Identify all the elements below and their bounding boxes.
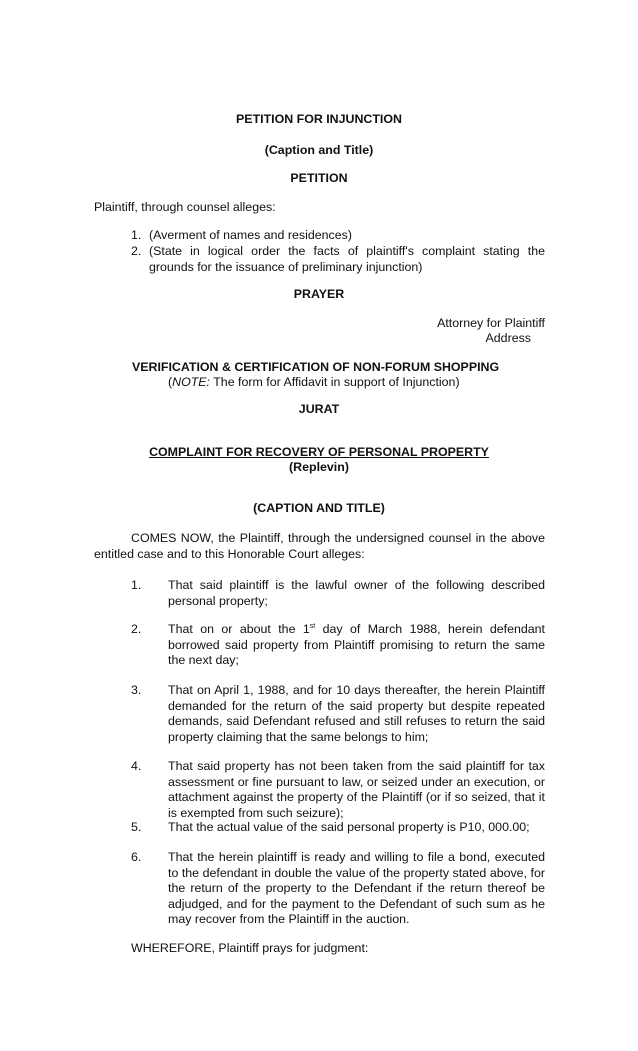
allegation-6-text: That the herein plaintiff is ready and willing to file a bond, executed to the defendant in double the value of the property stated above, for the return of the property to the Defendant if the return thereof be adjudged, and for the payment to the Defendant of such sum as he may recover from the Plaintiff in the auction. <box>168 850 545 926</box>
allegation-5-number: 5. <box>131 820 142 834</box>
petition-item-1-text: (Averment of names and residences) <box>149 228 352 242</box>
petition-item-1-number: 1. <box>131 228 142 242</box>
verification-note: (NOTE: The form for Affidavit in support of Injunction) <box>168 375 460 389</box>
petition-intro: Plaintiff, through counsel alleges: <box>94 200 276 214</box>
complaint-caption: (CAPTION AND TITLE) <box>253 501 385 515</box>
complaint-intro: COMES NOW, the Plaintiff, through the undersigned counsel in the above entitled case and to this Honorable Court alleges: <box>94 531 545 561</box>
allegation-4-text: That said property has not been taken from the said plaintiff for tax assessment or fine pursuant to law, or seized under an execution, or attachment against the property of the Plaintiff (or if so seized, that it is exempted from such seizure); <box>168 759 545 820</box>
allegation-3-number: 3. <box>131 683 142 697</box>
address-label: Address <box>485 331 531 345</box>
allegation-6-number: 6. <box>131 850 142 864</box>
wherefore-clause: WHEREFORE, Plaintiff prays for judgment: <box>131 941 369 955</box>
petition-item-2-number: 2. <box>131 244 142 258</box>
allegation-2-number: 2. <box>131 622 142 636</box>
allegation-3-text: That on April 1, 1988, and for 10 days thereafter, the herein Plaintiff demanded for the return of the said property but despite repeated demands, said Defendant refused and still refuses to return the said property claiming that the same belongs to him; <box>168 683 545 744</box>
allegation-4-number: 4. <box>131 759 142 773</box>
petition-heading: PETITION <box>290 171 348 185</box>
jurat-heading: JURAT <box>298 402 340 416</box>
prayer-heading: PRAYER <box>293 287 345 301</box>
allegation-1-number: 1. <box>131 578 142 592</box>
allegation-5-text: That the actual value of the said personal property is P10, 000.00; <box>168 820 530 834</box>
complaint-title: COMPLAINT FOR RECOVERY OF PERSONAL PROPERTY <box>149 445 489 459</box>
petition-title: PETITION FOR INJUNCTION <box>236 112 402 126</box>
allegation-2-text: That on or about the 1st day of March 1988, herein defendant borrowed said property from Plaintiff promising to return the same the next day; <box>168 622 545 667</box>
verification-heading: VERIFICATION & CERTIFICATION OF NON-FORUM SHOPPING <box>132 360 500 374</box>
petition-item-2-text: (State in logical order the facts of plaintiff's complaint stating the grounds for the issuance of preliminary injunction) <box>149 244 545 274</box>
allegation-1-text: That said plaintiff is the lawful owner of the following described personal property; <box>168 578 545 608</box>
petition-caption: (Caption and Title) <box>264 143 374 157</box>
attorney-label: Attorney for Plaintiff <box>437 316 545 330</box>
complaint-subtitle: (Replevin) <box>289 460 349 474</box>
